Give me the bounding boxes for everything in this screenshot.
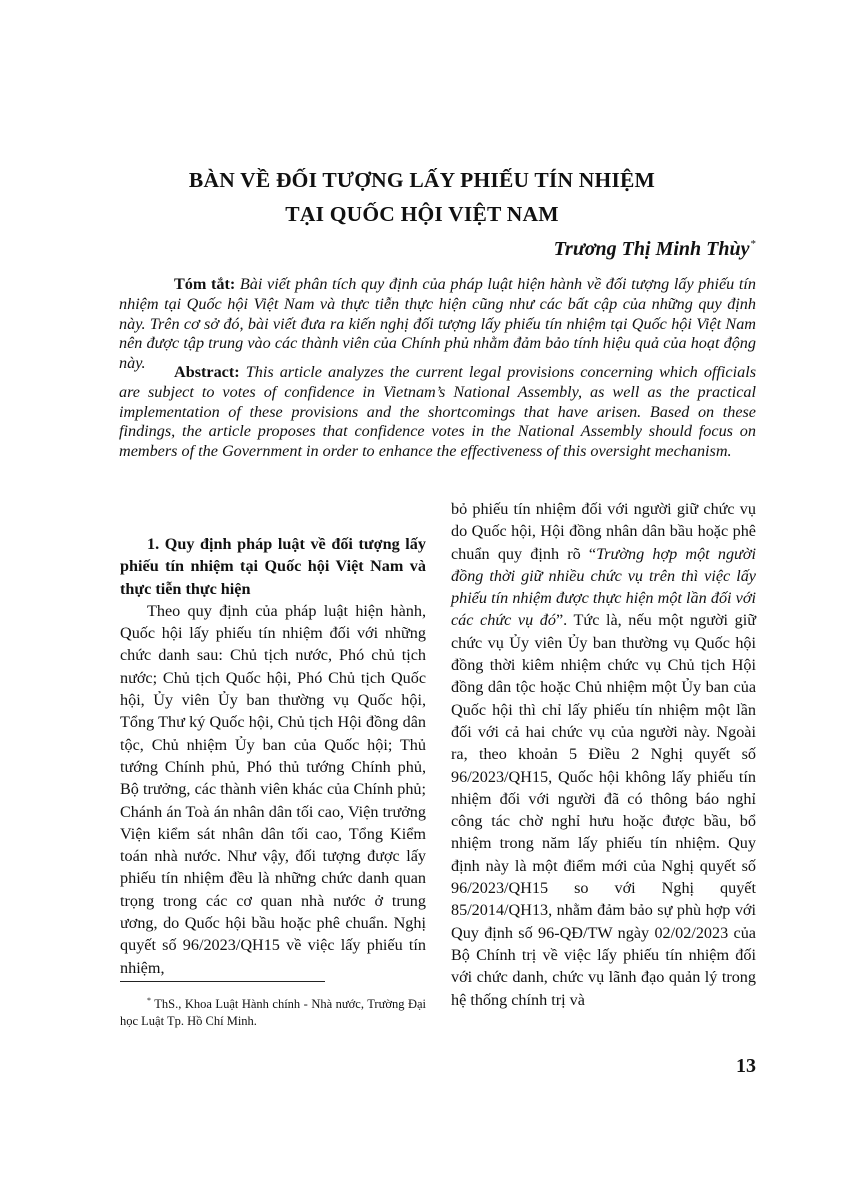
paragraph-2-lead: bỏ phiếu tín nhiệm đối với người giữ chức vụ do Quốc hội, Hội đồng nhân dân bầu hoặc phê chuẩn quy định rõ “: [451, 500, 756, 563]
title-line-2: TẠI QUỐC HỘI VIỆT NAM: [285, 202, 559, 226]
article-title: [0, 163, 844, 231]
left-column: [120, 533, 426, 979]
footnote-divider: [120, 981, 325, 982]
page-number: 13: [736, 1055, 756, 1077]
paragraph-2-rest: ”. Tức là, nếu một người giữ chức vụ Ủy viên Ủy ban thường vụ Quốc hội đồng thời kiêm nhiệm chức vụ Chủ tịch Hội đồng dân tộc hoặc Chủ nhiệm một Ủy ban của Quốc hội thì chỉ lấy phiếu tín nhiệm một lần đối với cả hai chức vụ của người này. Ngoài ra, theo khoản 5 Điều 2 Nghị quyết số 96/2023/QH15, Quốc hội không lấy phiếu tín nhiệm đối với người đã có thông báo nghỉ công tác chờ nghỉ hưu hoặc được bầu, bổ nhiệm trong năm lấy phiếu tín nhiệm. Quy định này là một điểm mới của Nghị quyết số 96/2023/QH15 so với Nghị quyết 85/2014/QH13, nhằm đảm bảo sự phù hợp với Quy định số 96-QĐ/TW ngày 02/02/2023 của Bộ Chính trị về việc lấy phiếu tín nhiệm đối với chức danh, chức vụ lãnh đạo quản lý trong hệ thống chính trị và: [451, 611, 756, 1009]
author-footnote-marker: *: [750, 238, 756, 250]
author-name: Trương Thị Minh Thùy: [553, 238, 750, 260]
abstract-vi-label: Tóm tắt:: [174, 275, 236, 293]
title-line-1: BÀN VỀ ĐỐI TƯỢNG LẤY PHIẾU TÍN NHIỆM: [188, 168, 656, 192]
abstract-vietnamese: [119, 275, 756, 374]
body-paragraph-2: [451, 498, 756, 1011]
right-column: [451, 498, 756, 1011]
abstract-en-text: This article analyzes the current legal provisions concerning which officials are subject to votes of confidence in Vietnam’s National Assembly, as well as the practical implementation of these provisions and the shortcomings that have arisen. Based on these findings, the article proposes that confidence votes in the National Assembly should focus on members of the Government in order to enhance the effectiveness of this oversight mechanism.: [119, 363, 756, 461]
section-heading: 1. Quy định pháp luật về đối tượng lấy phiếu tín nhiệm tại Quốc hội Việt Nam và thực tiễn thực hiện: [120, 535, 426, 598]
footnote-marker: *: [147, 996, 151, 1005]
abstract-vi-text: Bài viết phân tích quy định của pháp luật hiện hành về đối tượng lấy phiếu tín nhiệm tại Quốc hội Việt Nam và thực tiễn thực hiện cũng như các bất cập của những quy định này. Trên cơ sở đó, bài viết đưa ra kiến nghị đối tượng lấy phiếu tín nhiệm tại Quốc hội Việt Nam nên được tập trung vào các thành viên của Chính phủ nhằm đảm bảo tính hiệu quả của hoạt động này.: [119, 275, 756, 373]
footnote-text: ThS., Khoa Luật Hành chính - Nhà nước, Trường Đại học Luật Tp. Hồ Chí Minh.: [120, 997, 427, 1028]
author-byline: [554, 238, 756, 261]
abstract-en-label: Abstract:: [174, 363, 240, 381]
body-paragraph-1: Theo quy định của pháp luật hiện hành, Quốc hội lấy phiếu tín nhiệm đối với những chức danh sau: Chủ tịch nước, Phó chủ tịch nước; Chủ tịch Quốc hội, Phó Chủ tịch Quốc hội, Ủy viên Ủy ban thường vụ Quốc hội, Tổng Thư ký Quốc hội, Chủ tịch Hội đồng dân tộc, Chủ nhiệm Ủy ban của Quốc hội; Thủ tướng Chính phủ, Phó thủ tướng Chính phủ, Bộ trưởng, các thành viên khác của Chính phủ; Chánh án Toà án nhân dân tối cao, Viện trưởng Viện kiểm sát nhân dân tối cao, Tổng Kiểm toán nhà nước. Như vậy, đối tượng được lấy phiếu tín nhiệm đều là những chức danh quan trọng trong các cơ quan nhà nước ở trung ương, do Quốc hội bầu hoặc phê chuẩn. Nghị quyết số 96/2023/QH15 về việc lấy phiếu tín nhiệm,: [120, 601, 426, 977]
quoted-provision: Trường hợp một người đồng thời giữ nhiều chức vụ trên thì việc lấy phiếu tín nhiệm được thực hiện một lần đối với các chức vụ đó: [451, 544, 756, 630]
abstract-english: [119, 363, 756, 462]
footnote: [120, 992, 426, 1030]
